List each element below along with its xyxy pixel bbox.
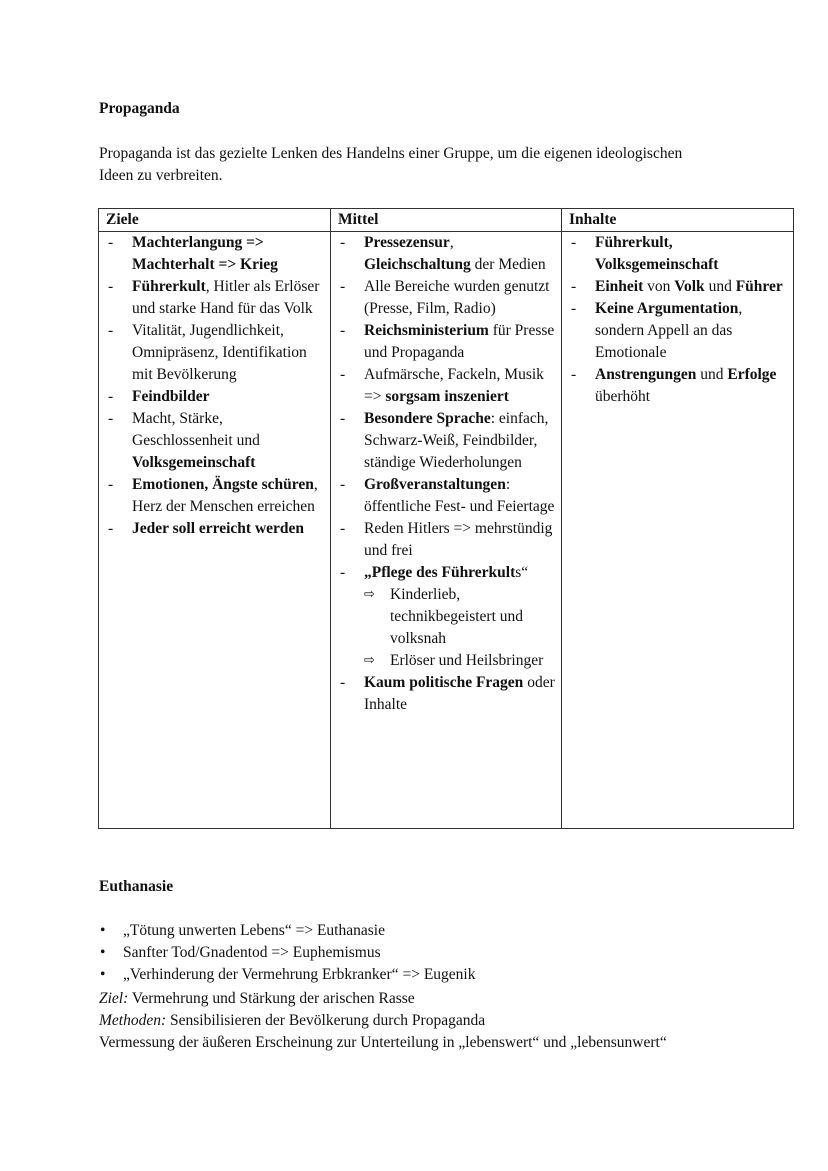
mittel-pressezensur: Pressezensur [364,234,450,251]
list-item [338,276,557,320]
list-item: • „Verhinderung der Vermehrung Erbkranker“ => Eugenik [99,964,475,986]
list-item [338,320,557,364]
list-item [106,320,326,386]
list-item [569,232,789,276]
list-item [106,276,326,320]
inhalt-volk: Volk [674,278,705,295]
ziel-fuehrerkult-text: , Hitler als Erlöser und starke Hand für das Volk [132,278,320,317]
methoden-line [99,1010,485,1032]
header-ziele: Ziele [99,209,331,232]
list-item [569,364,789,408]
inhalt-und: und [704,278,736,295]
list-item [106,232,326,276]
propaganda-intro [99,143,749,187]
mittel-sprache-bold: Besondere Sprache [364,410,491,427]
list-item [338,364,557,408]
ziel-emotionen-text: , Herz der Menschen erreichen [132,476,318,515]
mittel-aufmaersche: Aufmärsche, Fackeln, Musik => [364,366,544,405]
vermessung-line: Vermessung der äußeren Erscheinung zur Unterteilung in „lebenswert“ und „lebensunwert“ [99,1034,667,1051]
mittel-gleichschaltung: Gleichschaltung [364,256,471,273]
inhalt-fuehrer: Führer [735,278,783,295]
inhalt-einheit: Einheit [595,278,644,295]
inhalt-anstrengungen: Anstrengungen [595,366,697,383]
mittel-bereiche: Alle Bereiche wurden genutzt (Presse, Film, Radio) [364,278,550,317]
list-item [106,386,326,408]
ziel-feindbilder: Feindbilder [132,388,210,405]
list-item: • Sanfter Tod/Gnadentod => Euphemismus [99,942,475,964]
inhalt-von: von [643,278,675,295]
header-mittel: Mittel [331,209,562,232]
list-item [338,518,557,562]
propaganda-heading: Propaganda [99,100,180,117]
mittel-inszeniert: sorgsam inszeniert [385,388,509,405]
list-item [106,408,326,474]
mittel-reichsministerium: Reichsministerium [364,322,489,339]
ziel-vitalitaet: Vitalität, Jugendlichkeit, Omnipräsenz, Identifikation mit Bevölkerung [132,322,307,383]
inhalt-fuehrerkult: Führerkult, Volksgemeinschaft [595,234,719,273]
mittel-pflege-bold: „Pflege des Führerkult [364,564,516,581]
list-item [106,474,326,518]
list-item [569,276,789,298]
euthanasie-heading: Euthanasie [99,878,174,895]
ziel-jeder: Jeder soll erreicht werden [132,520,305,537]
inhalte-list [569,232,789,408]
ziele-cell [99,232,331,829]
ziel-machterlangung: Machterlangung => Machterhalt => Krieg [132,234,278,273]
list-item: ⇨ Kinderlieb, technikbegeistert und volksnah [364,584,557,650]
mittel-cell [331,232,562,829]
ziel-volksgemeinschaft: Volksgemeinschaft [132,454,256,471]
mittel-sublist [364,584,557,672]
list-item [338,672,557,716]
ziel-line [99,988,415,1010]
table-body-row [99,232,794,829]
list-item [106,518,326,540]
mittel-comma: , [449,234,454,251]
ziel-emotionen-bold: Emotionen, Ängste schüren [132,476,314,493]
list-item [338,408,557,474]
list-item [569,298,789,364]
euthanasie-bullet-list [99,920,475,986]
mittel-kaum-bold: Kaum politische Fragen [364,674,524,691]
methoden-text: Sensibilisieren der Bevölkerung durch Propaganda [166,1012,486,1029]
propaganda-table [98,208,794,829]
ziel-fuehrerkult-bold: Führerkult [132,278,206,295]
mittel-pflege-text: s“ [515,564,529,581]
inhalt-ueberhoeht: überhöht [595,388,651,405]
list-item [338,474,557,518]
inhalt-und-2: und [696,366,728,383]
list-item [338,232,557,276]
ziele-list [106,232,326,540]
list-item [338,562,557,672]
methoden-label: Methoden: [99,1012,167,1029]
ziel-text: Vermehrung und Stärkung der arischen Rasse [128,990,415,1007]
list-item: • „Tötung unwerten Lebens“ => Euthanasie [99,920,475,942]
mittel-list [338,232,557,716]
header-inhalte: Inhalte [562,209,794,232]
mittel-sprache-text: : einfach, Schwarz-Weiß, Feindbilder, ständige Wiederholungen [364,410,549,471]
intro-line-1: Propaganda ist das gezielte Lenken des Handelns einer Gruppe, um die eigenen ideologischen [99,145,683,162]
ziel-label: Ziel: [99,990,129,1007]
list-item: ⇨ Erlöser und Heilsbringer [364,650,557,672]
inhalt-appell: , sondern Appell an das Emotionale [595,300,743,361]
ziel-macht-text: Macht, Stärke, Geschlossenheit und [132,410,260,449]
table-header-row [99,209,794,232]
mittel-reden: Reden Hitlers => mehrstündig und frei [364,520,553,559]
inhalte-cell [562,232,794,829]
inhalt-erfolge: Erfolge [727,366,777,383]
intro-line-2: Ideen zu verbreiten. [99,167,223,184]
mittel-medien: der Medien [470,256,546,273]
mittel-kaum-text: oder Inhalte [364,674,555,713]
mittel-grossveranstaltungen: Großveranstaltungen [364,476,506,493]
inhalt-argumentation: Keine Argumentation [595,300,739,317]
mittel-feiertage: : öffentliche Fest- und Feiertage [364,476,555,515]
mittel-reichsministerium-text: für Presse und Propaganda [364,322,555,361]
